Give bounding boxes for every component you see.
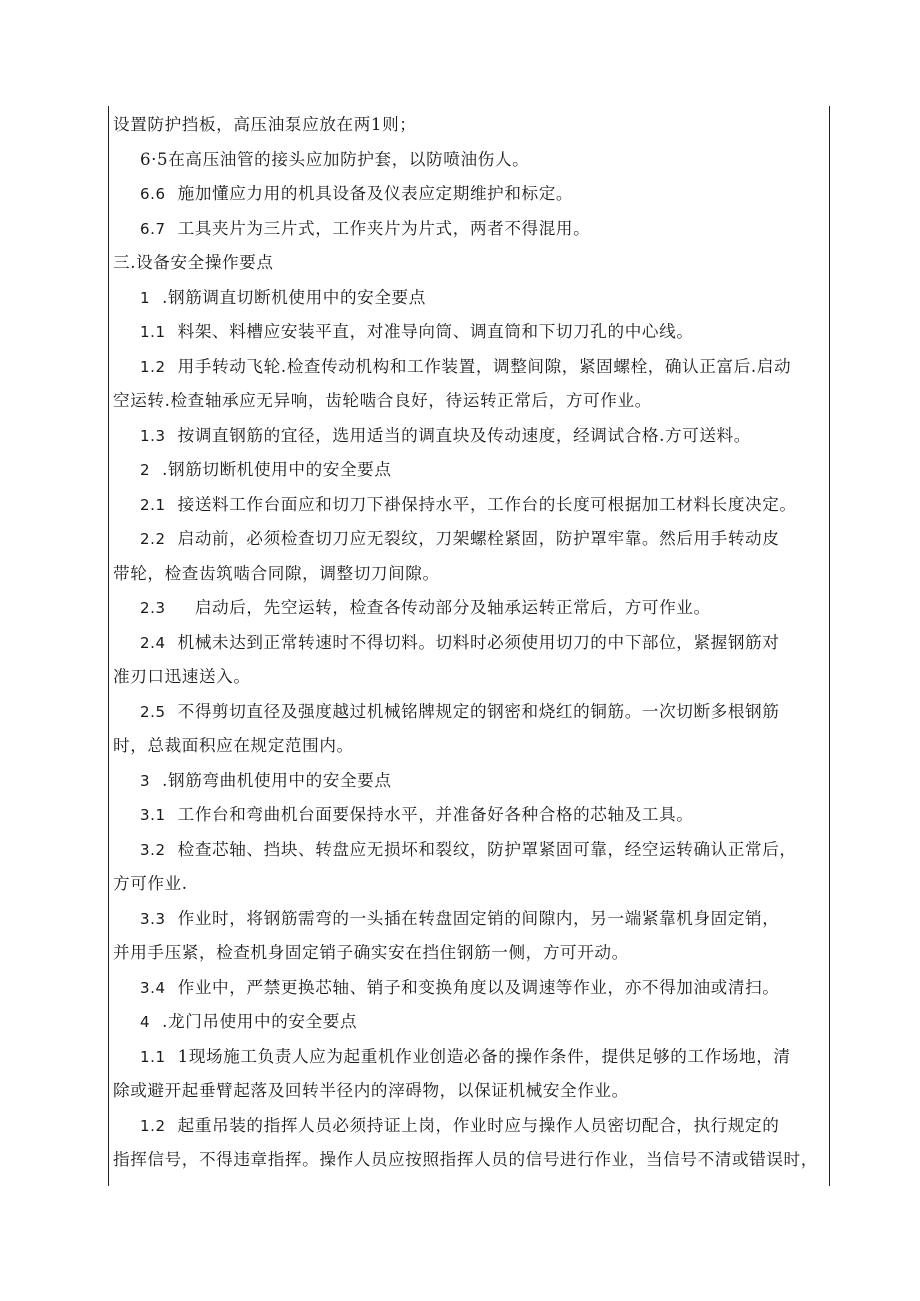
line-text: 按调直钢筋的宜径，选用适当的调直块及传动速度，经调试合格.方可送料。 xyxy=(177,425,751,445)
text-line xyxy=(113,833,829,868)
text-line xyxy=(113,626,829,661)
item-number: 3.4 xyxy=(140,978,166,997)
line-text: 起重吊装的指挥人员必须持证上岗，作业时应与操作人员密切配合，执行规定的 xyxy=(177,1115,780,1135)
text-line xyxy=(113,419,829,454)
line-text: 除或避开起垂臂起落及回转半径内的滓碍物，以保证机械安全作业。 xyxy=(113,1081,629,1100)
text-line xyxy=(113,971,829,1006)
text-line xyxy=(113,350,829,385)
line-text: 三.设备安全操作要点 xyxy=(113,253,274,272)
line-text: 准刃口迅速送入。 xyxy=(113,667,251,686)
line-text: 作业中，严禁更换芯轴、销子和变换角度以及调速等作业，亦不得加油或清扫。 xyxy=(177,977,780,997)
line-text: .钢筋调直切断机使用中的安全要点 xyxy=(162,287,426,307)
text-line xyxy=(113,453,829,488)
text-line xyxy=(113,384,829,419)
line-text: 方可作业. xyxy=(113,874,188,893)
text-line xyxy=(113,798,829,833)
text-line xyxy=(113,177,829,212)
text-line xyxy=(113,557,829,592)
item-number: 2.4 xyxy=(140,633,166,652)
text-line xyxy=(113,729,829,764)
line-text: 1现场施工负责人应为起重机作业创造必备的操作条件，提供足够的工作场地，清 xyxy=(177,1046,791,1066)
line-text: 工作台和弯曲机台面要保持水平，并准备好各种合格的芯轴及工具。 xyxy=(177,805,694,824)
text-line xyxy=(113,660,829,695)
line-text: 设置防护挡板，高压油泵应放在两1则； xyxy=(113,115,417,134)
item-number: 2 xyxy=(140,461,151,479)
text-line xyxy=(113,1040,829,1075)
line-text: 启动前，必须检查切刀应无裂纹，刀架螺栓紧固，防护罩牢靠。然后用手转动皮 xyxy=(177,529,780,548)
text-line xyxy=(113,246,829,281)
text-line xyxy=(113,522,829,557)
line-text: 不得剪切直径及强度越过机械铭牌规定的钢密和烧红的铜筋。一次切断多根钢筋 xyxy=(177,701,780,721)
item-number: 1.2 xyxy=(140,1116,166,1135)
item-number: 2.5 xyxy=(140,702,166,721)
text-line xyxy=(113,488,829,523)
line-text: 并用手压紧，检查机身固定销子确实安在挡住钢筋一侧，方可开动。 xyxy=(113,943,629,962)
line-text: .龙门吊使用中的安全要点 xyxy=(162,1012,358,1031)
item-number: 1.1 xyxy=(140,1047,166,1066)
text-line xyxy=(113,1109,829,1144)
line-text: .钢筋切断机使用中的安全要点 xyxy=(162,460,392,479)
line-text: 空运转.检查轴承应无异响，齿轮啮合良好，待运转正常后，方可作业。 xyxy=(113,391,652,410)
item-number: 4 xyxy=(140,1013,151,1031)
item-number: 6.7 xyxy=(140,219,166,238)
item-number: 3.1 xyxy=(140,806,166,824)
document-body xyxy=(113,108,829,1178)
item-number: 1.3 xyxy=(140,426,166,445)
line-text: 工具夹片为三片式，工作夹片为片式，两者不得混用。 xyxy=(177,218,591,238)
line-text: 带轮，检查齿筑啮合同隙，调整切刀间隙。 xyxy=(113,563,440,583)
line-text: 启动后，先空运转，检查各传动部分及轴承运转正常后，方可作业。 xyxy=(177,598,711,617)
item-number: 1.1 xyxy=(140,323,166,341)
line-text: .钢筋弯曲机使用中的安全要点 xyxy=(162,770,392,790)
text-line xyxy=(113,281,829,316)
item-number: 2.3 xyxy=(140,599,166,617)
line-text: 检查芯轴、挡块、转盘应无损坏和裂纹，防护罩紧固可靠，经空运转确认正常后， xyxy=(177,839,797,859)
line-text: 接送料工作台面应和切刀下褂保持水平，工作台的长度可根据加工材料长度决定。 xyxy=(177,494,797,514)
line-text: 作业时，将钢筋需弯的一头插在转盘固定销的间隙内，另一端紧靠机身固定销， xyxy=(177,908,780,928)
text-line xyxy=(113,936,829,971)
text-line xyxy=(113,867,829,902)
item-number: 6.6 xyxy=(140,185,166,203)
item-number: 1.2 xyxy=(140,357,166,376)
line-text: 料架、料槽应安装平直，对准导向筒、调直筒和下切刀孔的中心线。 xyxy=(177,322,694,341)
item-number: 2.1 xyxy=(140,495,166,514)
line-text: 6·5在高压油管的接头应加防护套，以防喷油伤人。 xyxy=(140,149,530,169)
text-line xyxy=(113,591,829,626)
text-line xyxy=(113,143,829,178)
item-number: 3 xyxy=(140,771,151,790)
text-line xyxy=(113,1143,829,1178)
line-text: 施加懂应力用的机具设备及仪表应定期维护和标定。 xyxy=(177,184,574,203)
text-line xyxy=(113,315,829,350)
text-line xyxy=(113,695,829,730)
item-number: 3.2 xyxy=(140,840,166,859)
text-line xyxy=(113,1074,829,1109)
item-number: 1 xyxy=(140,288,151,307)
text-line xyxy=(113,108,829,143)
item-number: 3.3 xyxy=(140,909,166,928)
item-number: 2.2 xyxy=(140,530,166,548)
line-text: 时，总裁面积应在规定范围内。 xyxy=(113,736,354,755)
text-line xyxy=(113,212,829,247)
text-line xyxy=(113,1005,829,1040)
line-text: 机械未达到正常转速时不得切料。切料时必须使用切刀的中下部位，紧握钢筋对 xyxy=(177,632,780,652)
text-line xyxy=(113,902,829,937)
line-text: 指挥信号，不得违章指挥。操作人员应按照指挥人员的信号进行作业，当信号不清或错误时， xyxy=(113,1150,818,1169)
text-line xyxy=(113,764,829,799)
line-text: 用手转动飞轮.检查传动机构和工作装置，调整间隙，紧固螺栓，确认正富后.启动 xyxy=(177,356,792,376)
